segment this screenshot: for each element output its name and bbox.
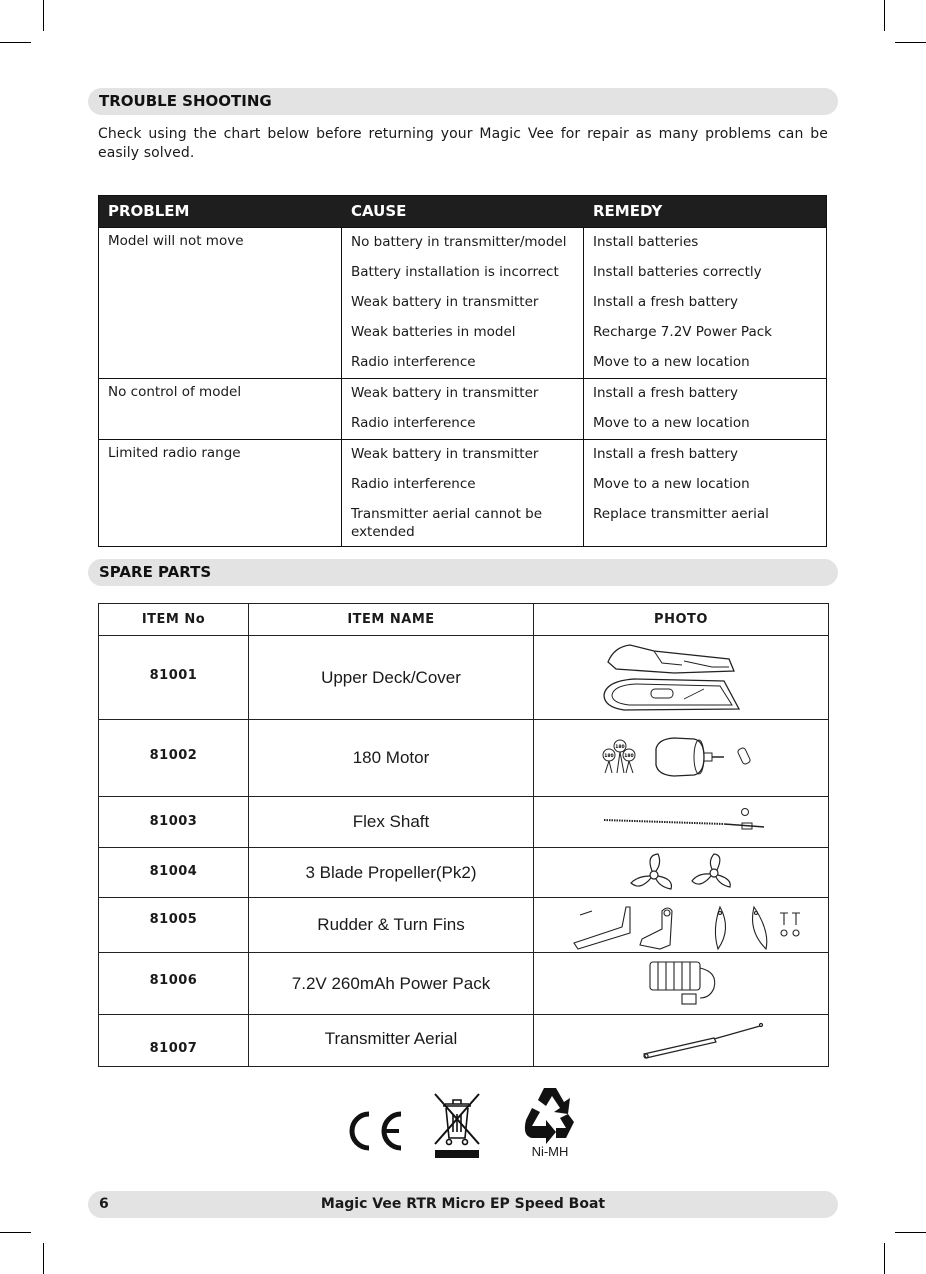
table-row: [342, 470, 825, 500]
trouble-shooting-table: [98, 195, 827, 547]
footer-title: Magic Vee RTR Micro EP Speed Boat: [320, 1196, 606, 1212]
flex-shaft-icon: [534, 798, 827, 847]
page-number: 6: [99, 1196, 109, 1212]
motor-label: 180: [624, 753, 634, 759]
cause-cell: Battery installation is incorrect: [342, 258, 584, 288]
table-row: [342, 228, 825, 258]
battery-pack-icon: [534, 954, 827, 1014]
propeller-icon: [534, 849, 827, 897]
header-item-name: ITEM NAME: [249, 604, 534, 636]
header-remedy: REMEDY: [593, 202, 663, 220]
page-footer: [88, 1191, 838, 1218]
item-name: Rudder & Turn Fins: [249, 898, 534, 953]
remedy-cell: Install a fresh battery: [593, 385, 738, 401]
item-number: 81007: [99, 1015, 249, 1067]
cause-cell: Weak battery in transmitter: [342, 288, 584, 318]
remedy-cell: Recharge 7.2V Power Pack: [593, 324, 772, 340]
remedy-cell: Install batteries: [593, 234, 699, 250]
item-name: Flex Shaft: [249, 797, 534, 848]
cause-cell: Transmitter aerial cannot be extended: [342, 500, 584, 546]
table-row: [342, 409, 825, 439]
item-number: 81004: [99, 848, 249, 898]
item-name: Transmitter Aerial: [249, 1015, 534, 1067]
crop-mark: [0, 42, 31, 43]
header-cause: CAUSE: [351, 202, 407, 220]
table-row: [99, 797, 829, 848]
item-number: 81001: [99, 636, 249, 720]
recycle-mark: [520, 1082, 580, 1162]
table-row: [342, 379, 825, 409]
item-name: 3 Blade Propeller(Pk2): [249, 848, 534, 898]
item-photo: [534, 953, 829, 1015]
table-row: [342, 348, 825, 378]
crop-mark: [43, 0, 44, 31]
problem-cell: No control of model: [99, 379, 342, 439]
table-row: [99, 953, 829, 1015]
trouble-shooting-intro: Check using the chart below before returning your Magic Vee for repair as many problems can be easily solved.: [98, 126, 828, 161]
cause-cell: Weak battery in transmitter: [342, 379, 584, 409]
motor-label: 180: [604, 753, 614, 759]
table-row: [99, 848, 829, 898]
recycle-icon: [520, 1082, 580, 1146]
remedy-cell: Move to a new location: [593, 415, 750, 431]
problem-group: [99, 227, 826, 378]
item-photo: [534, 797, 829, 848]
cause-cell: Radio interference: [342, 348, 584, 378]
remedy-cell: Install a fresh battery: [593, 446, 738, 462]
table-row: [342, 318, 825, 348]
trouble-shooting-heading: TROUBLE SHOOTING: [88, 88, 838, 115]
aerial-icon: [534, 1016, 827, 1066]
problem-group: [99, 439, 826, 546]
remedy-cell: Replace transmitter aerial: [593, 506, 769, 522]
cause-cell: Weak batteries in model: [342, 318, 584, 348]
spare-parts-table: [98, 603, 829, 1067]
table-row: [99, 636, 829, 720]
problem-cell: Model will not move: [99, 228, 342, 378]
table-row: [342, 288, 825, 318]
table-row: [342, 258, 825, 288]
crop-mark: [895, 42, 926, 43]
header-problem: PROBLEM: [108, 202, 190, 220]
header-photo: PHOTO: [534, 604, 829, 636]
problem-group: [99, 378, 826, 439]
header-item-no: ITEM No: [99, 604, 249, 636]
spare-parts-heading: SPARE PARTS: [88, 559, 838, 586]
item-photo: [534, 898, 829, 953]
remedy-cell: Move to a new location: [593, 354, 750, 370]
rudder-icon: [534, 899, 827, 952]
cause-cell: Radio interference: [342, 409, 584, 439]
table-header: [99, 196, 826, 227]
item-number: 81002: [99, 720, 249, 797]
remedy-cell: Move to a new location: [593, 476, 750, 492]
remedy-cell: Install batteries correctly: [593, 264, 762, 280]
item-number: 81005: [99, 898, 249, 953]
table-row: [99, 1015, 829, 1067]
item-photo: [534, 636, 829, 720]
cause-cell: Weak battery in transmitter: [342, 440, 584, 470]
crop-mark: [895, 1232, 926, 1233]
recycle-label: Ni-MH: [531, 1144, 569, 1159]
item-number: 81003: [99, 797, 249, 848]
cause-cell: Radio interference: [342, 470, 584, 500]
crop-mark: [884, 0, 885, 31]
weee-bin-icon: [431, 1090, 483, 1160]
table-row: [342, 440, 825, 470]
crop-mark: [43, 1243, 44, 1274]
table-row: [99, 898, 829, 953]
item-name: 180 Motor: [249, 720, 534, 797]
table-row: [99, 720, 829, 797]
problem-cell: Limited radio range: [99, 440, 342, 546]
ce-mark-icon: [345, 1108, 407, 1154]
deck-cover-icon: [534, 637, 827, 719]
crop-mark: [884, 1243, 885, 1274]
table-row: [342, 500, 825, 546]
item-name: 7.2V 260mAh Power Pack: [249, 953, 534, 1015]
cause-cell: No battery in transmitter/model: [342, 228, 584, 258]
item-number: 81006: [99, 953, 249, 1015]
crop-mark: [0, 1232, 31, 1233]
item-name: Upper Deck/Cover: [249, 636, 534, 720]
item-photo: [534, 720, 829, 797]
item-photo: [534, 848, 829, 898]
motor-label: 180: [615, 744, 625, 750]
table-header: [99, 604, 829, 636]
item-photo: [534, 1015, 829, 1067]
remedy-cell: Install a fresh battery: [593, 294, 738, 310]
motor-icon: [534, 721, 827, 796]
